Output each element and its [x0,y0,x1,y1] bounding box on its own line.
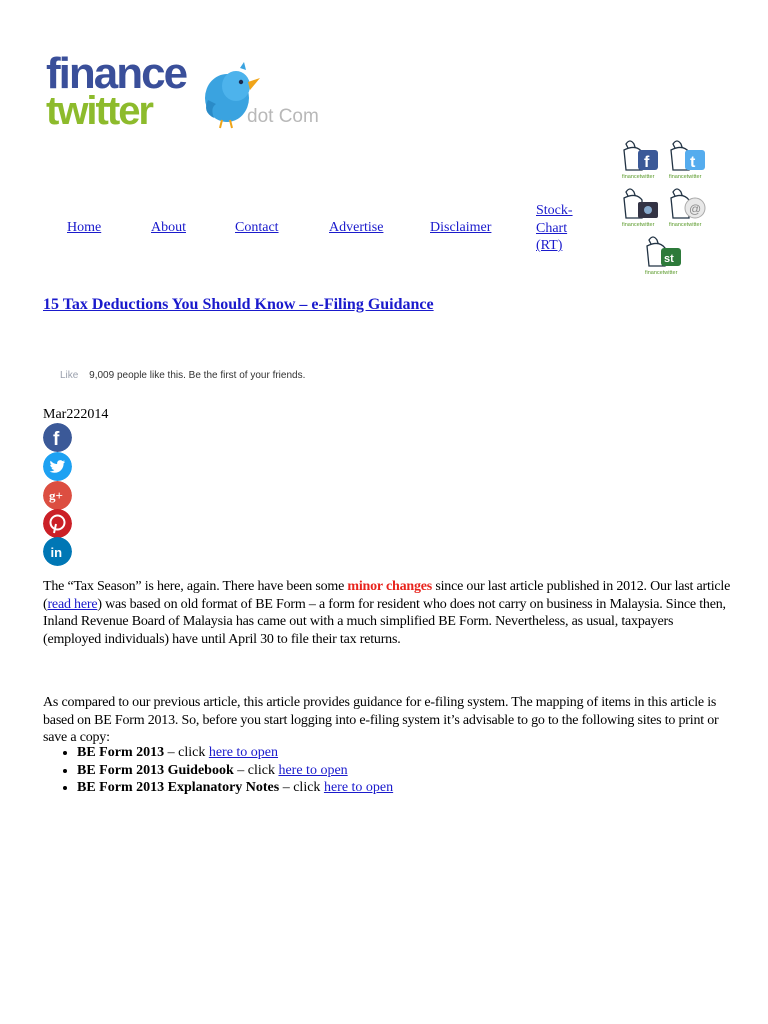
here-to-open-link[interactable]: here to open [278,762,348,778]
p1-text-b: since our last article published in 2012. Our last article ( [43,579,731,612]
read-here-link[interactable]: read here [47,596,98,612]
rss-icon[interactable] [620,184,664,228]
list-item-title: BE Form 2013 [77,745,165,760]
nav-contact[interactable]: Contact [235,220,279,235]
be-form-links-list [43,744,393,797]
email-icon[interactable] [667,184,711,228]
nav-stock-chart[interactable]: Stock-Chart (RT) [536,203,573,253]
share-facebook-icon[interactable] [43,423,72,452]
post-date: Mar222014 [43,407,109,422]
logo-finance-text: finance [46,49,187,98]
list-item [77,762,393,780]
list-item-title: BE Form 2013 Guidebook [77,762,234,778]
here-to-open-link[interactable]: here to open [208,745,279,760]
svg-text:financetwitter: financetwitter [622,222,655,228]
list-item-text: – click [233,762,279,778]
svg-text:t: t [690,154,696,171]
list-item-text: – click [164,745,209,760]
svg-text:@: @ [689,202,702,216]
article-paragraph-1 [43,578,733,649]
here-to-open-link[interactable]: here to open [323,780,394,796]
share-pinterest-icon[interactable] [43,509,72,538]
facebook-icon[interactable] [620,136,664,180]
nav-home[interactable]: Home [67,220,102,235]
like-count-text: 9,009 people like this. Be the first of your friends. [89,370,306,381]
facebook-like-widget [60,370,305,381]
share-linkedin-icon[interactable] [43,537,72,566]
svg-text:f: f [53,429,60,450]
nav-about[interactable]: About [151,220,186,235]
svg-text:in: in [50,545,63,560]
logo-twitter-text: twitter [46,89,152,133]
svg-text:st: st [664,253,674,265]
site-logo[interactable] [44,49,334,138]
svg-text:financetwitter: financetwitter [669,222,702,228]
article-title[interactable]: 15 Tax Deductions You Should Know – e-Filing Guidance [43,296,434,313]
list-item-text: – click [279,780,324,796]
share-google-plus-icon[interactable] [43,481,72,510]
nav-advertise[interactable]: Advertise [329,220,384,235]
list-item [77,779,393,797]
twitter-icon[interactable] [667,136,711,180]
svg-text:g+: g+ [49,488,63,503]
p1-text-c: ) was based on old format of BE Form – a form for resident who does not carry on business in Malaysia. Since then, Inland Revenue Board of Malaysia has came out with a much simplified BE Form. Nevertheless, as usual, taxpayers (employed individuals) have until April 30 to file their tax returns. [43,596,726,648]
logo-dotcom-text: dot Com [247,106,319,127]
like-button[interactable]: Like [60,370,79,381]
svg-text:financetwitter: financetwitter [622,174,655,180]
stocktwits-icon[interactable] [643,232,687,276]
list-item-title: BE Form 2013 Explanatory Notes [77,780,280,796]
share-twitter-icon[interactable] [43,452,72,481]
main-nav [0,200,610,270]
p1-highlight: minor changes [347,579,433,594]
nav-disclaimer[interactable]: Disclaimer [430,220,492,235]
p1-text-a: The “Tax Season” is here, again. There have been some [43,579,348,594]
svg-text:financetwitter: financetwitter [645,270,678,276]
article-paragraph-2: As compared to our previous article, this article provides guidance for e-filing system. The mapping of items in this article is based on BE Form 2013. So, before you start logging into e-filing system it’s advisable to go to the following sites to print or save a copy: [43,695,719,746]
svg-text:f: f [644,154,650,171]
svg-text:financetwitter: financetwitter [669,174,702,180]
list-item [77,744,393,762]
